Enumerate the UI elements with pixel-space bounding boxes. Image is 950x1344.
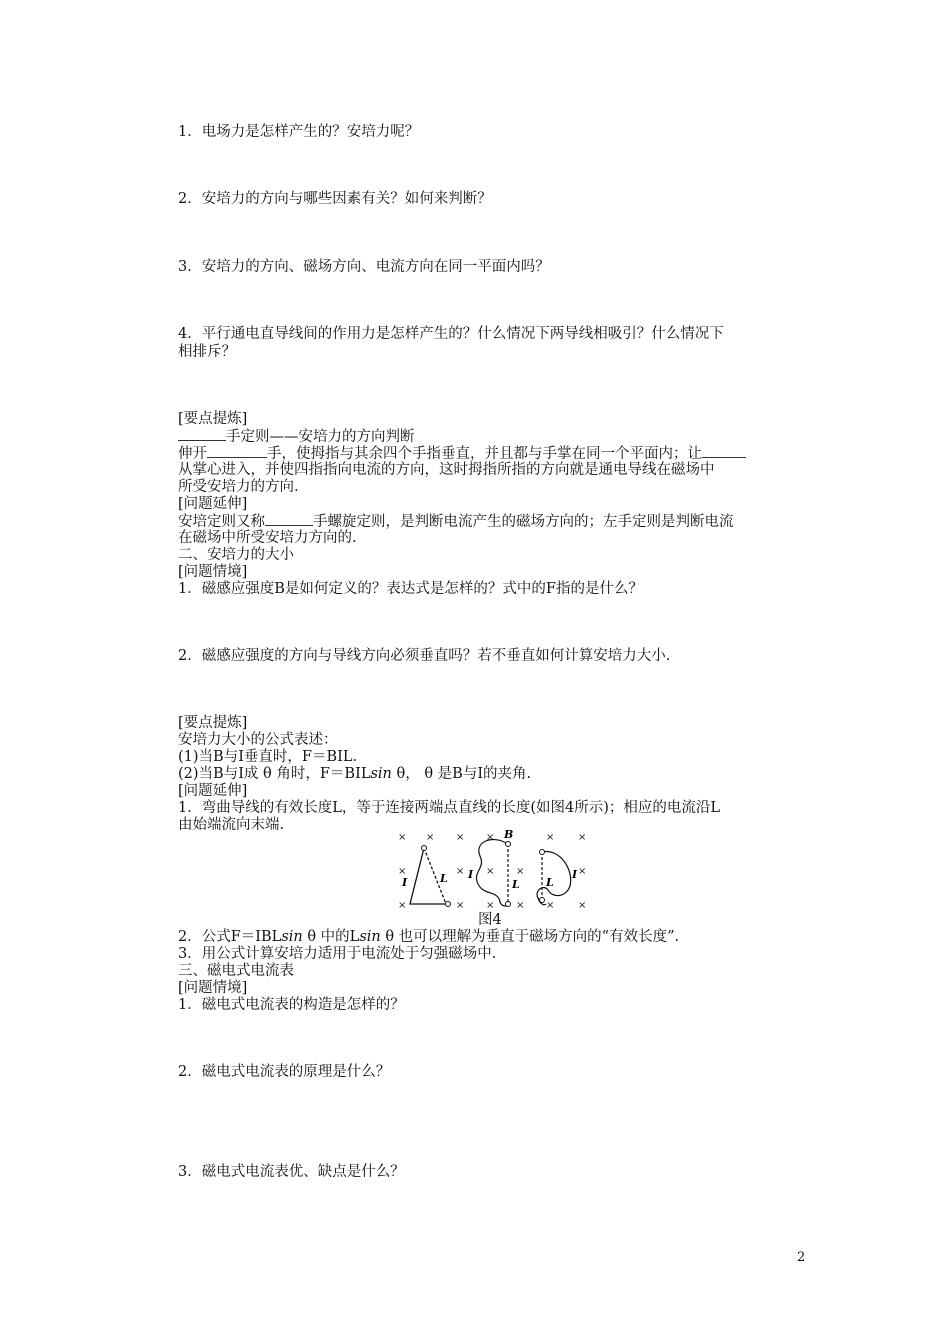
- cross-mark: ×: [578, 832, 587, 843]
- cross-mark: ×: [546, 900, 555, 910]
- extension-heading: [问题延伸]: [178, 496, 248, 512]
- question-2: 2．安培力的方向与哪些因素有关？如何来判断？: [178, 191, 492, 207]
- endpoint-dot: [422, 846, 427, 851]
- section-3-title: 三、磁电式电流表: [178, 963, 294, 979]
- endpoint-dot: [540, 850, 545, 855]
- cross-mark: ×: [456, 900, 465, 910]
- fill-blank: [265, 512, 313, 526]
- cross-mark: ×: [398, 900, 407, 910]
- section-3-question-3: 3．磁电式电流表优、缺点是什么？: [178, 1164, 405, 1180]
- label-I: I: [402, 876, 408, 889]
- section-3-question-2: 2．磁电式电流表的原理是什么？: [178, 1064, 391, 1080]
- cross-mark: ×: [398, 866, 407, 877]
- cross-mark: ×: [486, 866, 495, 877]
- endpoint-dot: [506, 902, 511, 907]
- text-segment: 安培定则又称: [178, 514, 265, 530]
- formula-intro: 安培力大小的公式表述：: [178, 732, 338, 748]
- fill-blank: [207, 444, 267, 458]
- question-1: 1．电场力是怎样产生的？安培力呢？: [178, 124, 420, 140]
- figure-caption: 图4: [478, 912, 502, 928]
- situation-heading-3: [问题情境]: [178, 980, 248, 996]
- cross-mark: ×: [516, 900, 525, 910]
- cross-mark: ×: [426, 832, 435, 843]
- cross-mark: ×: [578, 866, 587, 877]
- section-2-question-1: 1．磁感应强度B是如何定义的？表达式是怎样的？式中的F指的是什么？: [178, 581, 643, 597]
- endpoint-dot: [540, 898, 545, 903]
- label-B: B: [504, 828, 514, 841]
- cross-mark: ×: [578, 900, 587, 910]
- label-I: I: [572, 868, 578, 881]
- sin-text: sin: [281, 929, 303, 945]
- fill-blank: [178, 427, 226, 441]
- text-segment: (2)当B与I成 θ 角时，F＝BIL: [178, 766, 371, 782]
- cross-mark: ×: [456, 866, 465, 877]
- text-segment: 手螺旋定则，是判断电流产生的磁场方向的；左手定则是判断电流: [313, 514, 734, 530]
- extension-heading-2: [问题延伸]: [178, 783, 248, 799]
- situation-heading: [问题情境]: [178, 564, 248, 580]
- cross-mark: ×: [486, 832, 495, 843]
- hand-rule-line3: 从掌心进入，并使四指指向电流的方向，这时拇指所指的方向就是通电导线在磁场中: [178, 462, 715, 478]
- text-segment: 2．公式F＝IBL: [178, 929, 282, 945]
- cross-mark: ×: [456, 832, 465, 843]
- label-L: L: [546, 876, 554, 889]
- section-2-title: 二、安培力的大小: [178, 547, 294, 563]
- effective-length-formula: [178, 928, 679, 946]
- label-L: L: [440, 872, 448, 885]
- text-segment: 手，使拇指与其余四个手指垂直，并且都与手掌在同一个平面内；让: [267, 446, 702, 462]
- page-number: 2: [797, 1250, 806, 1265]
- fill-blank: [702, 444, 746, 458]
- label-L: L: [512, 878, 520, 891]
- text-segment: θ 也可以理解为垂直于磁场方向的“有效长度”.: [380, 929, 680, 945]
- loop-wire: [537, 852, 571, 905]
- sin-text: sin: [359, 929, 381, 945]
- field-crosses: [398, 832, 586, 910]
- formula-item-1: (1)当B与I垂直时，F＝BIL.: [178, 749, 358, 765]
- formula-item-2: [178, 765, 531, 783]
- text-segment: θ 中的L: [302, 929, 360, 945]
- figure-4-diagram: [388, 826, 604, 910]
- question-4-line1: 4．平行通电直导线间的作用力是怎样产生的？什么情况下两导线相吸引？什么情况下: [178, 326, 724, 342]
- hand-rule-text: 手定则——安培力的方向判断: [226, 429, 415, 445]
- effective-length-line2: 由始端流向末端.: [178, 817, 285, 833]
- effective-length-line1: 1．弯曲导线的有效长度L，等于连接两端点直线的长度(如图4所示)；相应的电流沿L: [178, 800, 721, 816]
- sin-text: sin: [370, 766, 392, 782]
- label-I: I: [468, 868, 474, 881]
- endpoint-dot: [506, 842, 511, 847]
- question-4-line2: 相排斥？: [178, 344, 236, 360]
- key-points-heading: [要点提炼]: [178, 411, 248, 427]
- hand-rule-line4: 所受安培力的方向.: [178, 479, 299, 495]
- text-segment: 伸开: [178, 446, 207, 462]
- section-3-question-1: 1．磁电式电流表的构造是怎样的？: [178, 997, 405, 1013]
- endpoint-dot: [446, 902, 451, 907]
- key-points-heading-2: [要点提炼]: [178, 715, 248, 731]
- cross-mark: ×: [486, 900, 495, 910]
- cross-mark: ×: [516, 866, 525, 877]
- section-2-question-2: 2．磁感应强度的方向与导线方向必须垂直吗？若不垂直如何计算安培力大小.: [178, 648, 671, 664]
- question-3: 3．安培力的方向、磁场方向、电流方向在同一平面内吗？: [178, 259, 550, 275]
- uniform-field-note: 3．用公式计算安培力适用于电流处于匀强磁场中.: [178, 946, 497, 962]
- cross-mark: ×: [398, 832, 407, 843]
- text-segment: θ， θ 是B与I的夹角.: [391, 766, 532, 782]
- cross-mark: ×: [546, 832, 555, 843]
- ampere-rule-line2: 在磁场中所受安培力方向的.: [178, 530, 357, 546]
